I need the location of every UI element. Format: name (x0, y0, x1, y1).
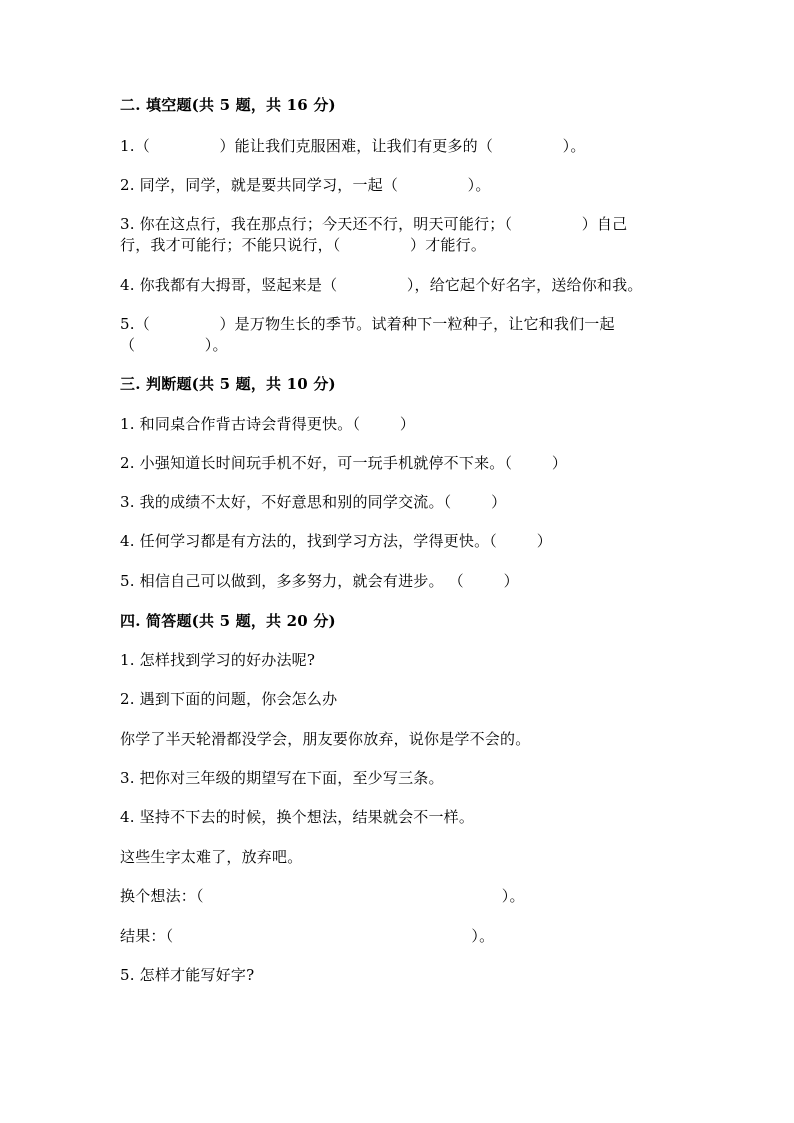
question-line: 3. 把你对三年级的期望写在下面，至少写三条。 (120, 769, 444, 787)
question-line: 这些生字太难了，放弃吧。 (120, 848, 303, 866)
question-line: 5. 怎样才能写好字? (120, 966, 255, 984)
section-heading-true-false: 三. 判断题(共 5 题，共 10 分) (120, 375, 336, 393)
question-line: 4. 坚持不下去的时候，换个想法，结果就会不一样。 (120, 808, 475, 826)
question-line: 2. 同学，同学，就是要共同学习，一起（ ）。 (120, 176, 491, 194)
question-line: 1.（ ）能让我们克服困难，让我们有更多的（ ）。 (120, 137, 586, 155)
question-line: 3. 你在这点行，我在那点行；今天还不行，明天可能行；（ ）自己 (120, 215, 628, 233)
question-line: 2. 小强知道长时间玩手机不好，可一玩手机就停不下来。（ ） (120, 454, 568, 472)
question-line: 4. 你我都有大拇哥，竖起来是（ ），给它起个好名字，送给你和我。 (120, 276, 643, 294)
section-heading-fill-blank: 二. 填空题(共 5 题，共 16 分) (120, 96, 336, 114)
question-line: 换个想法：（ ）。 (120, 887, 525, 905)
question-line: 3. 我的成绩不太好，不好意思和别的同学交流。（ ） (120, 493, 507, 511)
question-line: 5.（ ）是万物生长的季节。试着种下一粒种子，让它和我们一起 (120, 315, 615, 333)
question-line: 1. 和同桌合作背古诗会背得更快。（ ） (120, 415, 416, 433)
question-line: 行，我才可能行；不能只说行，（ ）才能行。 (120, 236, 487, 254)
question-line: 2. 遇到下面的问题，你会怎么办 (120, 690, 338, 708)
question-line: 4. 任何学习都是有方法的，找到学习方法，学得更快。（ ） (120, 532, 552, 550)
question-line: 1. 怎样找到学习的好办法呢? (120, 651, 316, 669)
question-line: 你学了半天轮滑都没学会，朋友要你放弃，说你是学不会的。 (120, 730, 531, 748)
section-heading-short-answer: 四. 简答题(共 5 题，共 20 分) (120, 612, 336, 630)
question-line: 5. 相信自己可以做到，多多努力，就会有进步。 （ ） (120, 572, 519, 590)
question-line: （ ）。 (120, 336, 228, 354)
question-line: 结果：（ ）。 (120, 927, 495, 945)
